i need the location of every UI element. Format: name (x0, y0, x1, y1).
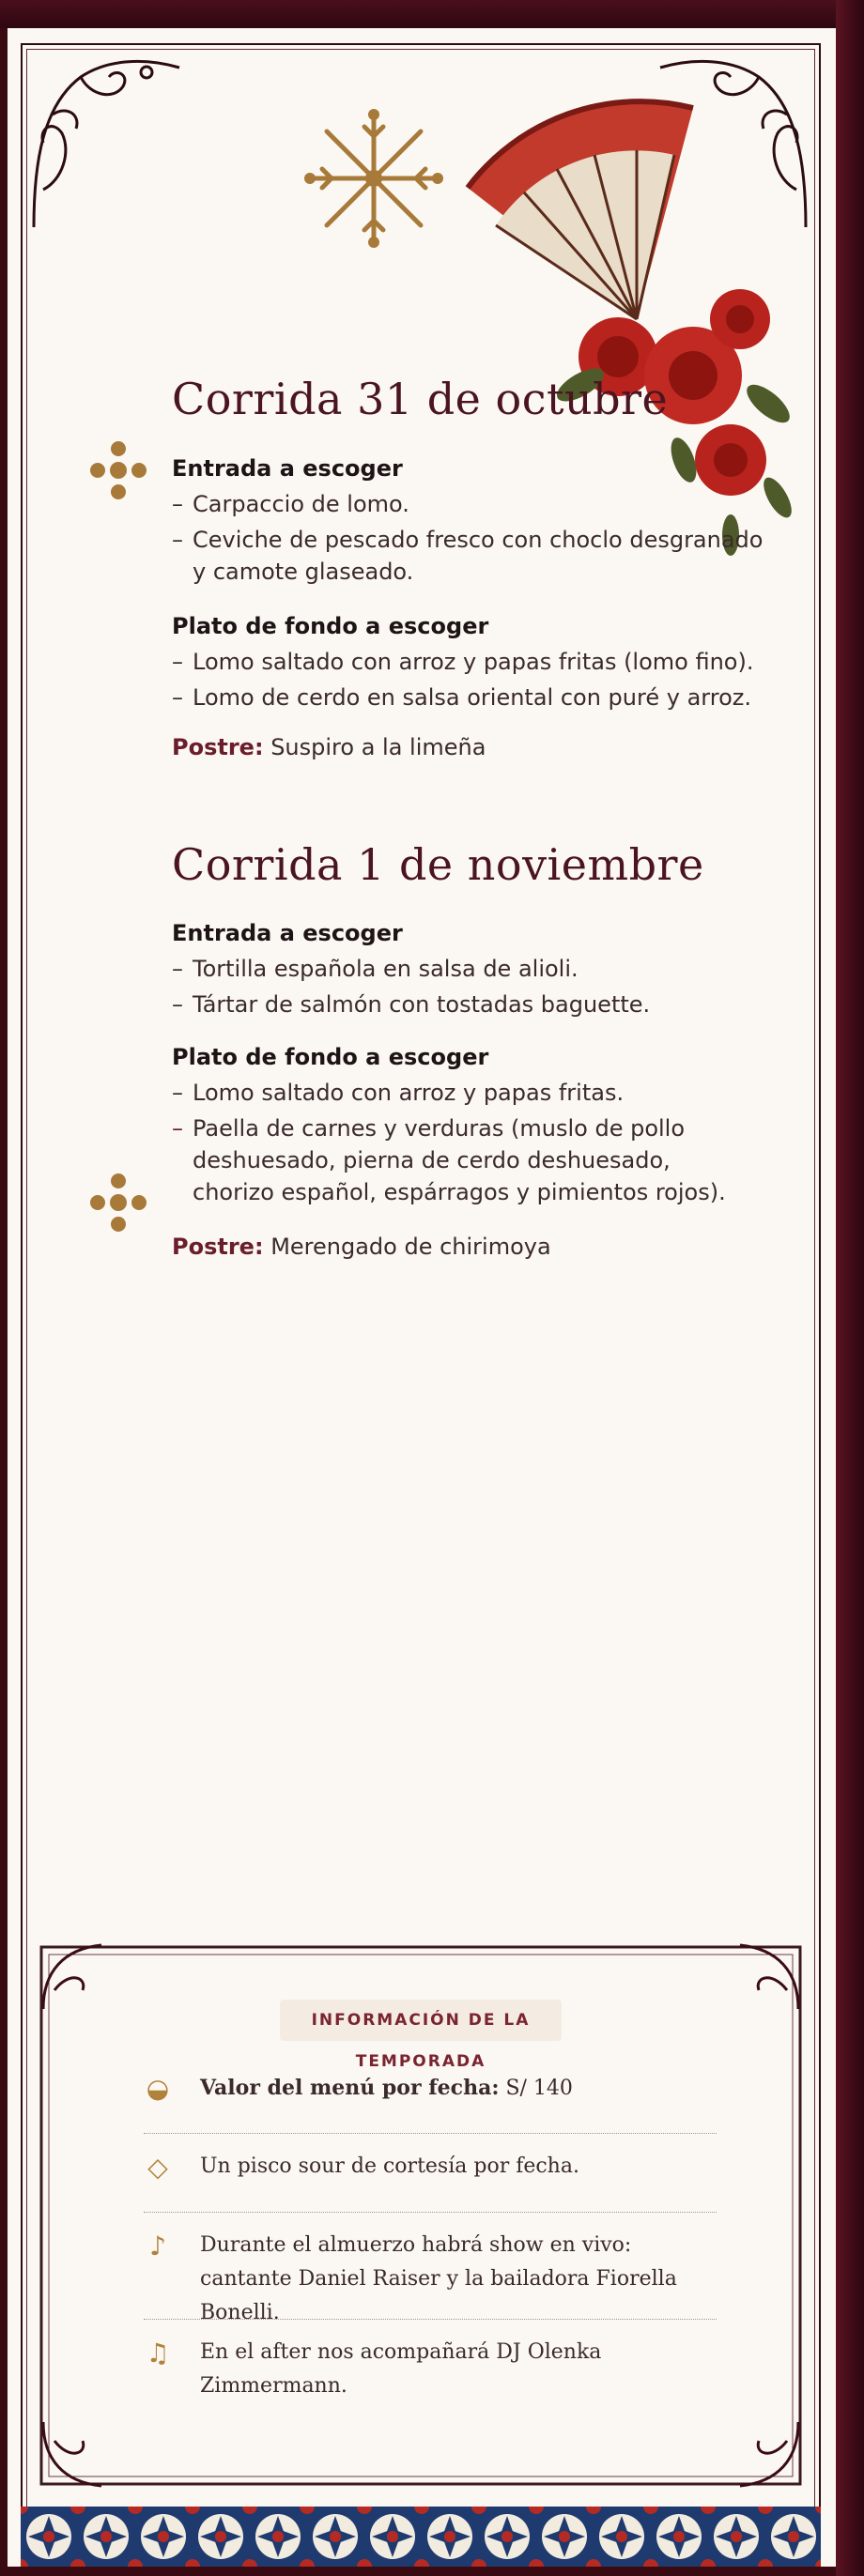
divider (144, 2319, 717, 2320)
right-border-strip (836, 0, 864, 2576)
talavera-tile-strip (21, 2507, 821, 2567)
info-heading: INFORMACIÓN DE LA TEMPORADA (280, 2000, 562, 2041)
music-notes-icon: ♫ (146, 2338, 170, 2369)
list-item: – Lomo de cerdo en salsa oriental con puré y arroz. (172, 684, 751, 711)
fleur-ornament-icon (90, 437, 147, 503)
divider (144, 2212, 717, 2213)
list-item: – Carpaccio de lomo. (172, 491, 409, 517)
list-item: – Paella de carnes y verduras (muslo de pollo deshuesado, pierna de cerdo deshuesado, chorizo español, espárragos y pimientos rojos). (172, 1115, 726, 1205)
menu-page (8, 28, 836, 2567)
section-title-octubre: Corrida 31 de octubre (172, 374, 669, 424)
list-item: – Ceviche de pescado fresco con choclo desgranado y camote glaseado. (172, 527, 764, 585)
postre-line: Postre: Suspiro a la limeña (172, 734, 486, 760)
info-row-pisco: ◇ Un pisco sour de cortesía por fecha. (144, 2150, 707, 2187)
season-info-box (36, 1934, 806, 2497)
list-item: – Lomo saltado con arroz y papas fritas (lomo fino). (172, 649, 754, 675)
diamond-icon: ◇ (147, 2152, 168, 2183)
fleur-ornament-icon (90, 1170, 147, 1235)
corner-flourish-icon (24, 49, 184, 237)
postre-line: Postre: Merengado de chirimoya (172, 1234, 551, 1260)
snowflake-ornament-icon (299, 103, 449, 253)
list-item: – Tártar de salmón con tostadas baguette. (172, 991, 651, 1018)
info-row-show: ♪ Durante el almuerzo habrá show en vivo: cantante Daniel Raiser y la bailadora Fiorella Bonelli. (144, 2229, 707, 2304)
music-note-icon: ♪ (149, 2231, 166, 2262)
fondo-heading: Plato de fondo a escoger (172, 613, 489, 639)
divider (144, 2133, 717, 2134)
entrada-heading: Entrada a escoger (172, 920, 403, 946)
top-border-strip (0, 0, 864, 28)
list-item: – Tortilla española en salsa de alioli. (172, 956, 579, 982)
info-row-price: ◒ Valor del menú por fecha: S/ 140 (144, 2071, 707, 2108)
list-item: – Lomo saltado con arroz y papas fritas. (172, 1080, 625, 1106)
fondo-heading: Plato de fondo a escoger (172, 1044, 489, 1070)
section-title-noviembre: Corrida 1 de noviembre (172, 839, 704, 890)
entrada-heading: Entrada a escoger (172, 455, 403, 482)
tile-pattern-icon (21, 2507, 821, 2567)
half-circle-icon: ◒ (146, 2073, 170, 2104)
info-row-dj: ♫ En el after nos acompañará DJ Olenka Zimmermann. (144, 2336, 707, 2411)
